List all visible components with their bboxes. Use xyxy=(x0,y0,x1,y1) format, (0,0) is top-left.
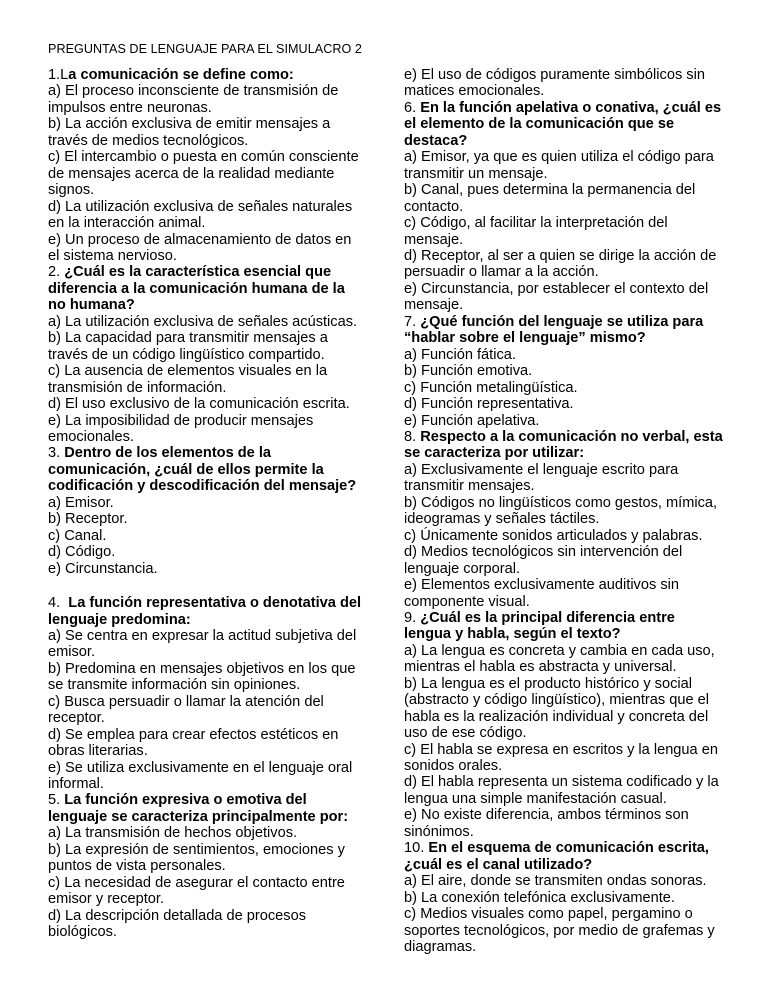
answer-option: b) La acción exclusiva de emitir mensajes a través de medios tecnológicos. xyxy=(48,116,331,149)
answer-option: c) El intercambio o puesta en común consciente de mensajes acerca de la realidad mediante signos. xyxy=(48,149,359,199)
answer-option: e) Elementos exclusivamente auditivos sin componente visual. xyxy=(404,577,679,610)
left-column xyxy=(48,67,366,941)
question-number: 3. xyxy=(48,445,61,462)
answer-option: e) Función apelativa. xyxy=(404,412,540,429)
answer-option: d) El habla representa un sistema codificado y la lengua una simple manifestación casual. xyxy=(404,774,719,807)
question-title xyxy=(48,445,366,494)
answer-option: a) Exclusivamente el lenguaje escrito para transmitir mensajes. xyxy=(404,461,679,495)
question-title xyxy=(48,67,366,83)
question-5 xyxy=(404,67,724,100)
answer-option: a) El aire, donde se transmiten ondas sonoras. xyxy=(404,873,707,890)
question-number: 2. xyxy=(48,264,61,281)
question-title xyxy=(48,792,366,825)
answer-option: b) La conexión telefónica exclusivamente. xyxy=(404,889,675,906)
question-text: La función expresiva o emotiva del lenguaje se caracteriza principalmente por: xyxy=(48,792,349,825)
answer-option: a) La utilización exclusiva de señales acústicas. xyxy=(48,313,358,330)
question-1 xyxy=(48,67,366,264)
question-number: 4. xyxy=(48,595,61,612)
question-4 xyxy=(48,595,366,792)
answer-option: d) La descripción detallada de procesos biológicos. xyxy=(48,907,306,941)
question-number: 9. xyxy=(404,609,417,626)
answer-option: c) La ausencia de elementos visuales en la transmisión de información. xyxy=(48,363,328,396)
question-number: 7. xyxy=(404,313,417,330)
answer-option: e) Un proceso de almacenamiento de datos en el sistema nervioso. xyxy=(48,231,352,264)
answer-option: a) La lengua es concreta y cambia en cada uso, mientras el habla es abstracta y universal. xyxy=(404,642,715,676)
question-title xyxy=(404,610,724,643)
answer-option: c) Medios visuales como papel, pergamino o soportes tecnológicos, por medio de grafemas y diagramas. xyxy=(404,906,715,956)
question-title xyxy=(48,264,366,313)
answer-option: d) El uso exclusivo de la comunicación escrita. xyxy=(48,396,350,413)
answer-option: a) La transmisión de hechos objetivos. xyxy=(48,825,298,842)
answer-option: d) Medios tecnológicos sin intervención del lenguaje corporal. xyxy=(404,544,683,577)
question-10 xyxy=(404,840,724,955)
question-title xyxy=(404,100,724,149)
question-number: 1. xyxy=(48,67,61,83)
answer-option: d) Código. xyxy=(48,544,116,561)
answer-option: b) Receptor. xyxy=(48,511,128,528)
question-6 xyxy=(404,100,724,314)
answer-option: b) La capacidad para transmitir mensajes a través de un código lingüístico compartido. xyxy=(48,330,328,363)
question-number: 10. xyxy=(404,840,425,857)
question-prefix: L xyxy=(60,67,69,83)
question-number: 5. xyxy=(48,792,61,809)
answer-option: b) La expresión de sentimientos, emociones y puntos de vista personales. xyxy=(48,841,345,875)
answer-option: d) La utilización exclusiva de señales naturales en la interacción animal. xyxy=(48,198,353,232)
answer-option: a) Emisor. xyxy=(48,494,114,511)
question-title xyxy=(404,840,724,873)
question-text: ¿Cuál es la característica esencial que diferencia a la comunicación humana de la no humana? xyxy=(48,264,349,314)
question-text: En el esquema de comunicación escrita, ¿cuál es el canal utilizado? xyxy=(404,840,714,873)
answer-option: e) El uso de códigos puramente simbólicos sin matices emocionales. xyxy=(404,67,705,100)
answer-option: a) Se centra en expresar la actitud subjetiva del emisor. xyxy=(48,627,357,661)
question-text: a comunicación se define como: xyxy=(68,67,294,83)
question-number: 8. xyxy=(404,428,417,445)
answer-option: c) El habla se expresa en escritos y la lengua en sonidos orales. xyxy=(404,741,718,775)
answer-option: d) Receptor, al ser a quien se dirige la acción de persuadir o llamar a la acción. xyxy=(404,247,717,281)
answer-option: b) La lengua es el producto histórico y social (abstracto y código lingüístico), mientras que el habla es la realización individual y concreta del uso de ese código. xyxy=(404,675,709,742)
answer-option: d) Función representativa. xyxy=(404,396,574,413)
question-5 xyxy=(48,792,366,940)
question-3 xyxy=(48,445,366,577)
answer-option: c) Función metalingüística. xyxy=(404,379,578,396)
answer-option: a) Función fática. xyxy=(404,346,516,363)
answer-option: e) Se utiliza exclusivamente en el lenguaje oral informal. xyxy=(48,759,353,793)
question-text: En la función apelativa o conativa, ¿cuál es el elemento de la comunicación que se destaca? xyxy=(404,99,726,149)
answer-option: b) Predomina en mensajes objetivos en los que se transmite información sin opiniones. xyxy=(48,660,356,694)
answer-option: c) Canal. xyxy=(48,527,107,544)
question-title xyxy=(404,314,724,347)
answer-option: e) La imposibilidad de producir mensajes emocionales. xyxy=(48,412,314,445)
answer-option: b) Función emotiva. xyxy=(404,363,533,380)
question-text: Dentro de los elementos de la comunicación, ¿cuál de ellos permite la codificación y descodificación del mensaje? xyxy=(48,445,357,495)
question-number: 6. xyxy=(404,99,417,116)
answer-option: b) Canal, pues determina la permanencia del contacto. xyxy=(404,182,696,215)
answer-option: e) Circunstancia. xyxy=(48,560,158,577)
question-text: ¿Cuál es la principal diferencia entre lengua y habla, según el texto? xyxy=(404,609,679,643)
question-9 xyxy=(404,610,724,840)
question-text: Respecto a la comunicación no verbal, esta se caracteriza por utilizar: xyxy=(404,428,727,462)
answer-option: b) Códigos no lingüísticos como gestos, mímica, ideogramas y señales táctiles. xyxy=(404,494,718,528)
answer-option: c) Busca persuadir o llamar la atención del receptor. xyxy=(48,693,324,727)
document-header: PREGUNTAS DE LENGUAJE PARA EL SIMULACRO 2 xyxy=(48,42,362,56)
question-7 xyxy=(404,314,724,429)
answer-option: d) Se emplea para crear efectos estéticos en obras literarias. xyxy=(48,726,339,760)
answer-option: a) Emisor, ya que es quien utiliza el código para transmitir un mensaje. xyxy=(404,149,714,182)
right-column xyxy=(404,67,727,956)
question-8 xyxy=(404,428,727,610)
answer-option: a) El proceso inconsciente de transmisión de impulsos entre neuronas. xyxy=(48,83,339,116)
spacer xyxy=(48,577,366,595)
answer-option: c) Código, al facilitar la interpretación del mensaje. xyxy=(404,215,668,248)
answer-option: e) No existe diferencia, ambos términos son sinónimos. xyxy=(404,807,689,840)
question-2 xyxy=(48,264,366,445)
answer-option: c) Únicamente sonidos articulados y palabras. xyxy=(404,527,703,544)
question-title xyxy=(404,428,727,462)
question-text: La función representativa o denotativa del lenguaje predomina: xyxy=(48,595,366,628)
question-text: ¿Qué función del lenguaje se utiliza para “hablar sobre el lenguaje” mismo? xyxy=(404,313,708,347)
question-title xyxy=(48,595,366,628)
answer-option: c) La necesidad de asegurar el contacto entre emisor y receptor. xyxy=(48,874,345,908)
answer-option: e) Circunstancia, por establecer el contexto del mensaje. xyxy=(404,280,709,314)
